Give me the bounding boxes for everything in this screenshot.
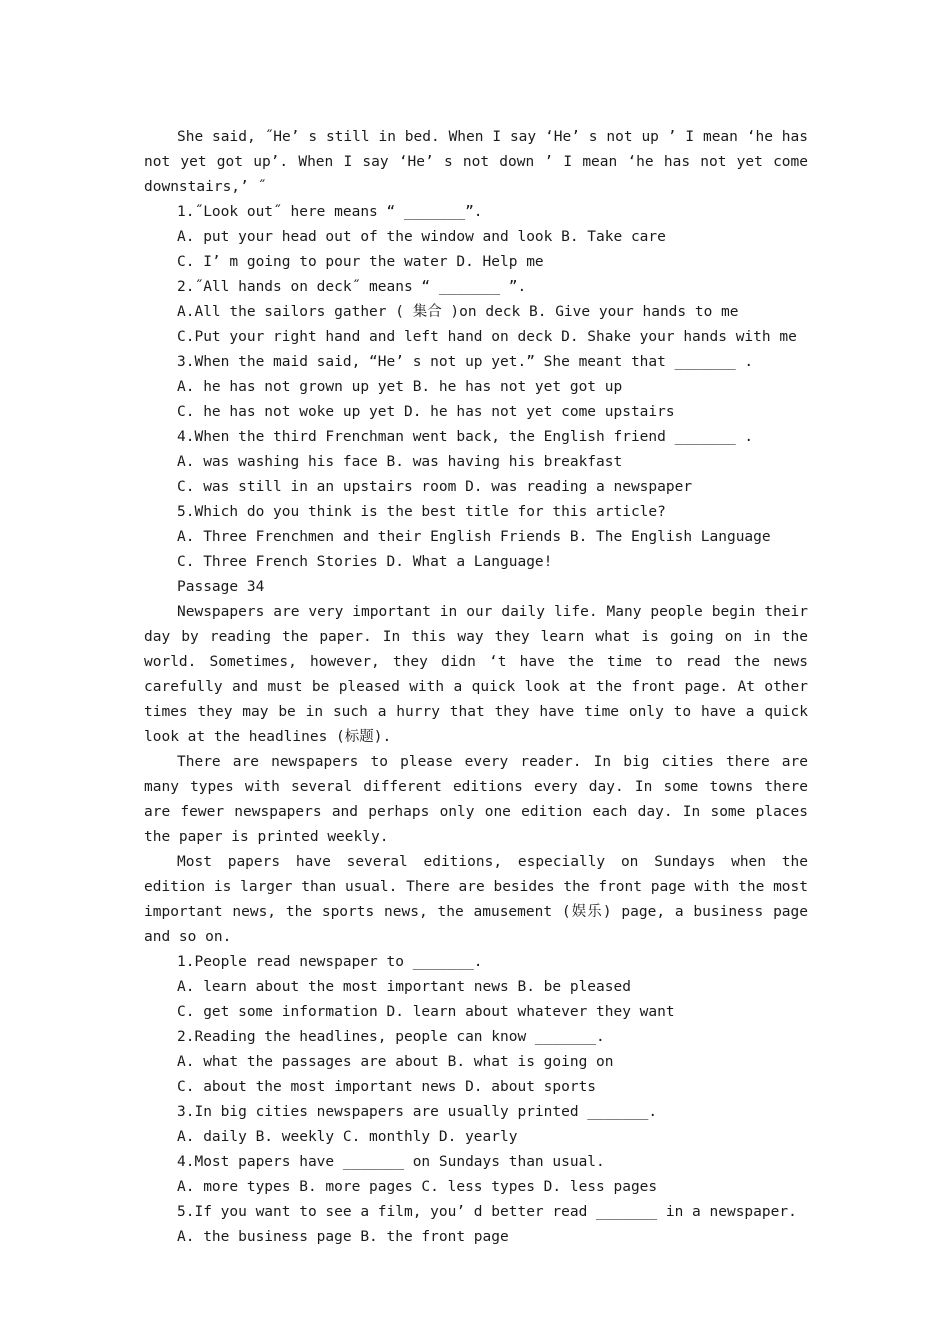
question-text: 5.Which do you think is the best title for this article? (177, 504, 666, 520)
answer-options: A. was washing his face B. was having his breakfast (177, 454, 623, 470)
question-text: 2.˝All hands on deck˝ means “ _______ ”. (177, 279, 527, 295)
answer-options: C. he has not woke up yet D. he has not yet come upstairs (177, 404, 675, 420)
answer-options: C. I’ m going to pour the water D. Help me (177, 254, 544, 270)
answer-options: C. was still in an upstairs room D. was reading a newspaper (177, 479, 693, 495)
answer-options: C. Three French Stories D. What a Language! (177, 554, 553, 570)
question-text: 5.If you want to see a film, you’ d better read _______ in a newspaper. (177, 1204, 797, 1220)
answer-options: C.Put your right hand and left hand on deck D. Shake your hands with me (177, 329, 797, 345)
document-page (144, 125, 808, 1250)
answer-options: A.All the sailors gather ( 集合 )on deck B. Give your hands to me (177, 304, 739, 320)
passage34-paragraph: Newspapers are very important in our daily life. Many people begin their day by reading the paper. In this way they learn what is going on in the world. Sometimes, however, they didn ‘t have the time to read the news carefully and must be pleased with a quick look at the front page. At other times they may be in such a hurry that they have time only to have a quick look at the headlines (标题). (144, 604, 808, 745)
question-text: 2.Reading the headlines, people can know _______. (177, 1029, 605, 1045)
question-text: 1.˝Look out˝ here means “ _______”. (177, 204, 483, 220)
question-text: 4.When the third Frenchman went back, the English friend _______ . (177, 429, 754, 445)
answer-options: A. the business page B. the front page (177, 1229, 509, 1245)
question-text: 1.People read newspaper to _______. (177, 954, 483, 970)
question-text: 3.When the maid said, “He’ s not up yet.” She meant that _______ . (177, 354, 754, 370)
answer-options: A. what the passages are about B. what is going on (177, 1054, 614, 1070)
answer-options: A. learn about the most important news B. be pleased (177, 979, 631, 995)
question-text: 4.Most papers have _______ on Sundays than usual. (177, 1154, 605, 1170)
answer-options: A. Three Frenchmen and their English Friends B. The English Language (177, 529, 771, 545)
passage33-intro: She said, ˝He’ s still in bed. When I say ‘He’ s not up ’ I mean ‘he has not yet got up’. When I say ‘He’ s not down ’ I mean ‘he has not yet come downstairs,’ ˝ (144, 129, 808, 195)
passage-title: Passage 34 (177, 579, 265, 595)
answer-options: C. about the most important news D. about sports (177, 1079, 597, 1095)
answer-options: C. get some information D. learn about whatever they want (177, 1004, 675, 1020)
passage34-paragraph: There are newspapers to please every reader. In big cities there are many types with several different editions every day. In some towns there are fewer newspapers and perhaps only one edition each day. In some places the paper is printed weekly. (144, 754, 808, 845)
answer-options: A. he has not grown up yet B. he has not yet got up (177, 379, 623, 395)
answer-options: A. put your head out of the window and look B. Take care (177, 229, 666, 245)
answer-options: A. more types B. more pages C. less types D. less pages (177, 1179, 658, 1195)
passage34-paragraph: Most papers have several editions, especially on Sundays when the edition is larger than usual. There are besides the front page with the most important news, the sports news, the amusement (娱乐) page, a business page and so on. (144, 854, 808, 945)
answer-options: A. daily B. weekly C. monthly D. yearly (177, 1129, 518, 1145)
question-text: 3.In big cities newspapers are usually printed _______. (177, 1104, 658, 1120)
